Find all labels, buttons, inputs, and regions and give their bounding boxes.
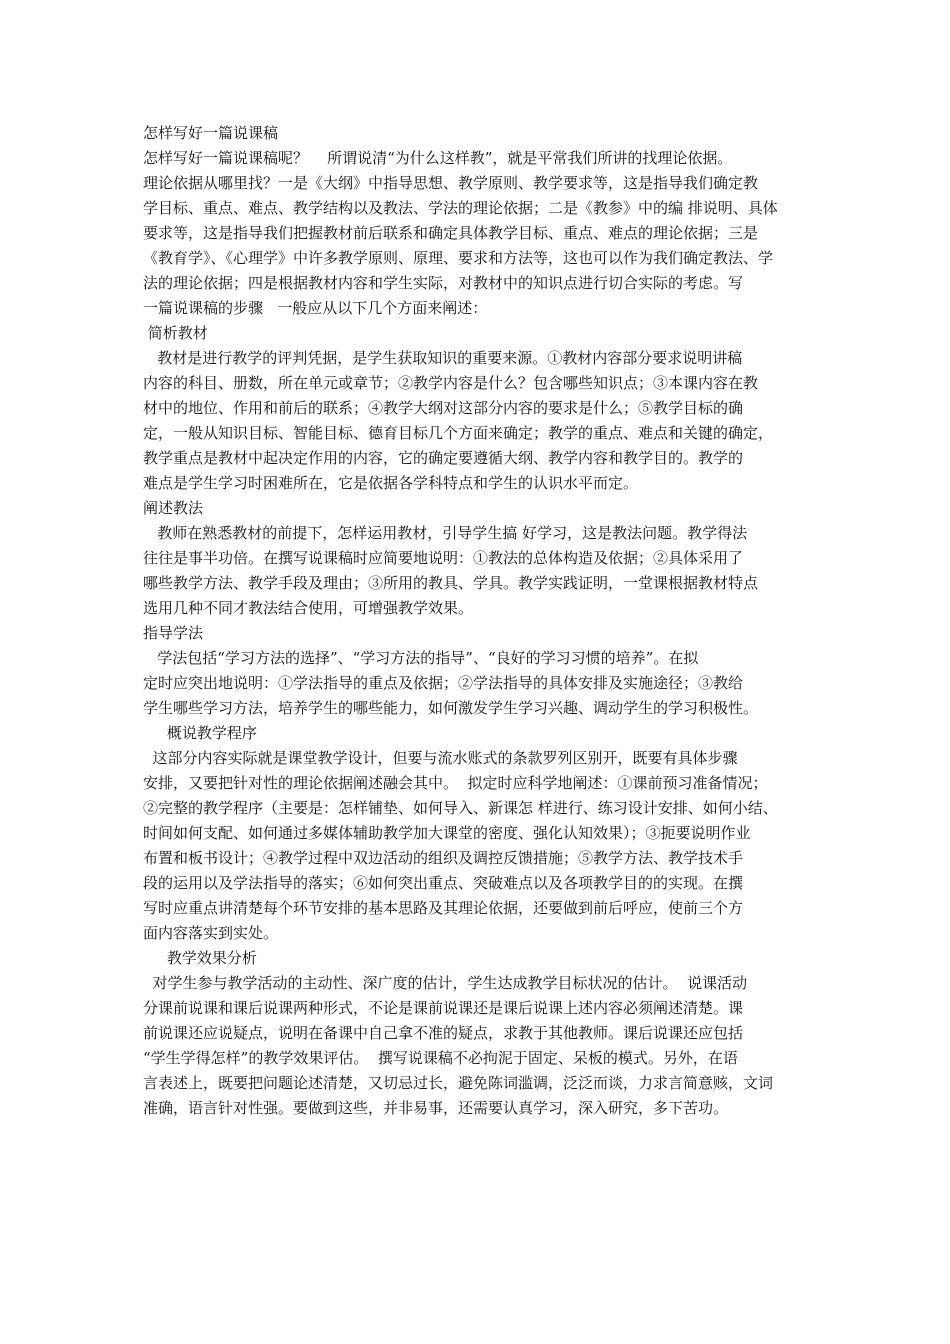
text-line: 简析教材 bbox=[143, 324, 208, 342]
text-line: 时间如何支配、如何通过多媒体辅助教学加大课堂的密度、强化认知效果）；③扼要说明作业 bbox=[143, 824, 751, 842]
text-line: 这部分内容实际就是课堂教学设计，但要与流水账式的条款罗列区别开，既要有具体步骤 bbox=[143, 749, 738, 767]
text-line: 哪些教学方法、教学手段及理由；③所用的教具、学具。教学实践证明，一堂课根据教材特点 bbox=[143, 574, 759, 592]
text-line: 学目标、重点、难点、教学结构以及教法、学法的理论依据；二是《教参》中的编 排说明、具体 bbox=[143, 199, 778, 217]
text-line: 对学生参与教学活动的主动性、深广度的估计，学生达成教学目标状况的估计。 说课活动 bbox=[143, 974, 748, 992]
text-line: 段的运用以及学法指导的落实；⑥如何突出重点、突破难点以及各项教学目的的实现。在撰 bbox=[143, 874, 744, 892]
text-line: 往往是事半功倍。在撰写说课稿时应简要地说明：①教法的总体构造及依据；②具体采用了 bbox=[143, 549, 744, 567]
text-line: 定时应突出地说明：①学法指导的重点及依据；②学法指导的具体安排及实施途径；③教给 bbox=[143, 674, 744, 692]
text-line: 教师在熟悉教材的前提下，怎样运用教材，引导学生搞 好学习，这是教法问题。教学得法 bbox=[143, 524, 748, 542]
text-line: 选用几种不同才教法结合使用，可增强教学效果。 bbox=[143, 599, 474, 617]
text-line: ②完整的教学程序（主要是：怎样铺垫、如何导入、新课怎 样进行、练习设计安排、如何小结、 bbox=[143, 799, 778, 817]
text-line: 准确，语言针对性强。要做到这些，并非易事，还需要认真学习，深入研究，多下苦功。 bbox=[143, 1099, 729, 1117]
text-line: 一篇说课稿的步骤 一般应从以下几个方面来阐述： bbox=[143, 299, 488, 317]
text-line: 概说教学程序 bbox=[143, 724, 257, 742]
text-line: 内容的科目、册数，所在单元或章节；②教学内容是什么？包含哪些知识点；③本课内容在教 bbox=[143, 374, 759, 392]
text-line: 面内容落实到实处。 bbox=[143, 924, 279, 942]
text-line: 难点是学生学习时困难所在，它是依据各学科特点和学生的认识水平而定。 bbox=[143, 474, 639, 492]
text-line: 教学效果分析 bbox=[143, 949, 257, 967]
document-title: 怎样写好一篇说课稿 bbox=[143, 124, 279, 142]
text-line: 学法包括“学习方法的选择”、“学习方法的指导”、“良好的学习习惯的培养”。在拟 bbox=[143, 649, 699, 667]
text-line: 要求等，这是指导我们把握教材前后联系和确定具体教学目标、重点、难点的理论依据；三是 bbox=[143, 224, 759, 242]
text-line: 法的理论依据；四是根据教材内容和学生实际，对教材中的知识点进行切合实际的考虑。写 bbox=[143, 274, 744, 292]
text-line: 学生哪些学习方法，培养学生的哪些能力，如何激发学生学习兴趣、调动学生的学习积极性。 bbox=[143, 699, 759, 717]
text-line: 怎样写好一篇说课稿呢？ 所谓说清“为什么这样教”，就是平常我们所讲的找理论依据。 bbox=[143, 149, 733, 167]
text-line: 分课前说课和课后说课两种形式，不论是课前说课还是课后说课上述内容必须阐述清楚。课 bbox=[143, 999, 744, 1017]
document-body bbox=[143, 121, 815, 1121]
text-line: 《教育学》、《心理学》中许多教学原则、原理、要求和方法等，这也可以作为我们确定教法、学 bbox=[143, 249, 774, 267]
text-line: 定，一般从知识目标、智能目标、德育目标几个方面来确定；教学的重点、难点和关键的确定， bbox=[143, 424, 774, 442]
text-line: 阐述教法 bbox=[143, 499, 204, 517]
text-line: 指导学法 bbox=[143, 624, 204, 642]
text-line: 理论依据从哪里找？一是《大纲》中指导思想、教学原则、教学要求等，这是指导我们确定教 bbox=[143, 174, 759, 192]
text-line: 安排，又要把针对性的理论依据阐述融会其中。 拟定时应科学地阐述：①课前预习准备情况； bbox=[143, 774, 768, 792]
text-line: 写时应重点讲清楚每个环节安排的基本思路及其理论依据，还要做到前后呼应，使前三个方 bbox=[143, 899, 744, 917]
text-line: “学生学得怎样”的教学效果评估。 撰写说课稿不必拘泥于固定、呆板的模式。另外，在语 bbox=[143, 1049, 738, 1067]
text-line: 布置和板书设计；④教学过程中双边活动的组织及调控反馈措施；⑤教学方法、教学技术手 bbox=[143, 849, 744, 867]
text-line: 教材是进行教学的评判凭据，是学生获取知识的重要来源。①教材内容部分要求说明讲稿 bbox=[143, 349, 743, 367]
text-line: 材中的地位、作用和前后的联系；④教学大纲对这部分内容的要求是什么；⑤教学目标的确 bbox=[143, 399, 744, 417]
text-line: 教学重点是教材中起决定作用的内容，它的确定要遵循大纲、教学内容和教学目的。教学的 bbox=[143, 449, 744, 467]
text-line: 前说课还应说疑点，说明在备课中自己拿不准的疑点，求教于其他教师。课后说课还应包括 bbox=[143, 1024, 744, 1042]
text-line: 言表述上，既要把问题论述清楚，又切忌过长，避免陈词滥调，泛泛而谈，力求言简意赅，文词 bbox=[143, 1074, 774, 1092]
